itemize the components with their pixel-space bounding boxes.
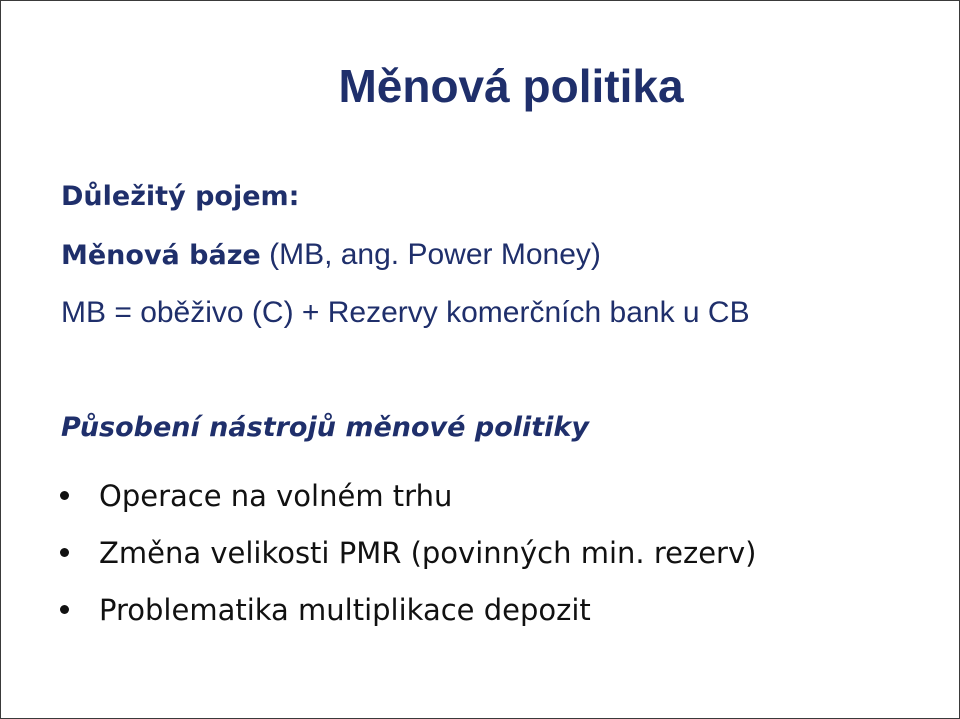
bullet-list xyxy=(56,467,756,638)
term-name: Měnová báze xyxy=(61,240,261,271)
formula-text: MB = oběživo (C) + Rezervy komerčních bank u CB xyxy=(61,296,750,329)
bullet-icon xyxy=(60,491,69,500)
bullet-icon xyxy=(60,548,69,557)
bullet-icon xyxy=(60,605,69,614)
key-concept-label: Důležitý pojem: xyxy=(61,181,300,212)
bullet-item xyxy=(56,581,756,638)
bullet-item xyxy=(56,467,756,524)
slide-title: Měnová politika xyxy=(338,60,684,112)
term-description: (MB, ang. Power Money) xyxy=(260,238,601,271)
bullet-text: Změna velikosti PMR (povinných min. rezerv) xyxy=(99,535,757,570)
term-line xyxy=(61,238,601,272)
section-title: Působení nástrojů měnové politiky xyxy=(61,412,589,443)
bullet-item xyxy=(56,524,756,581)
bullet-text: Operace na volném trhu xyxy=(99,478,453,513)
bullet-text: Problematika multiplikace depozit xyxy=(99,592,591,627)
